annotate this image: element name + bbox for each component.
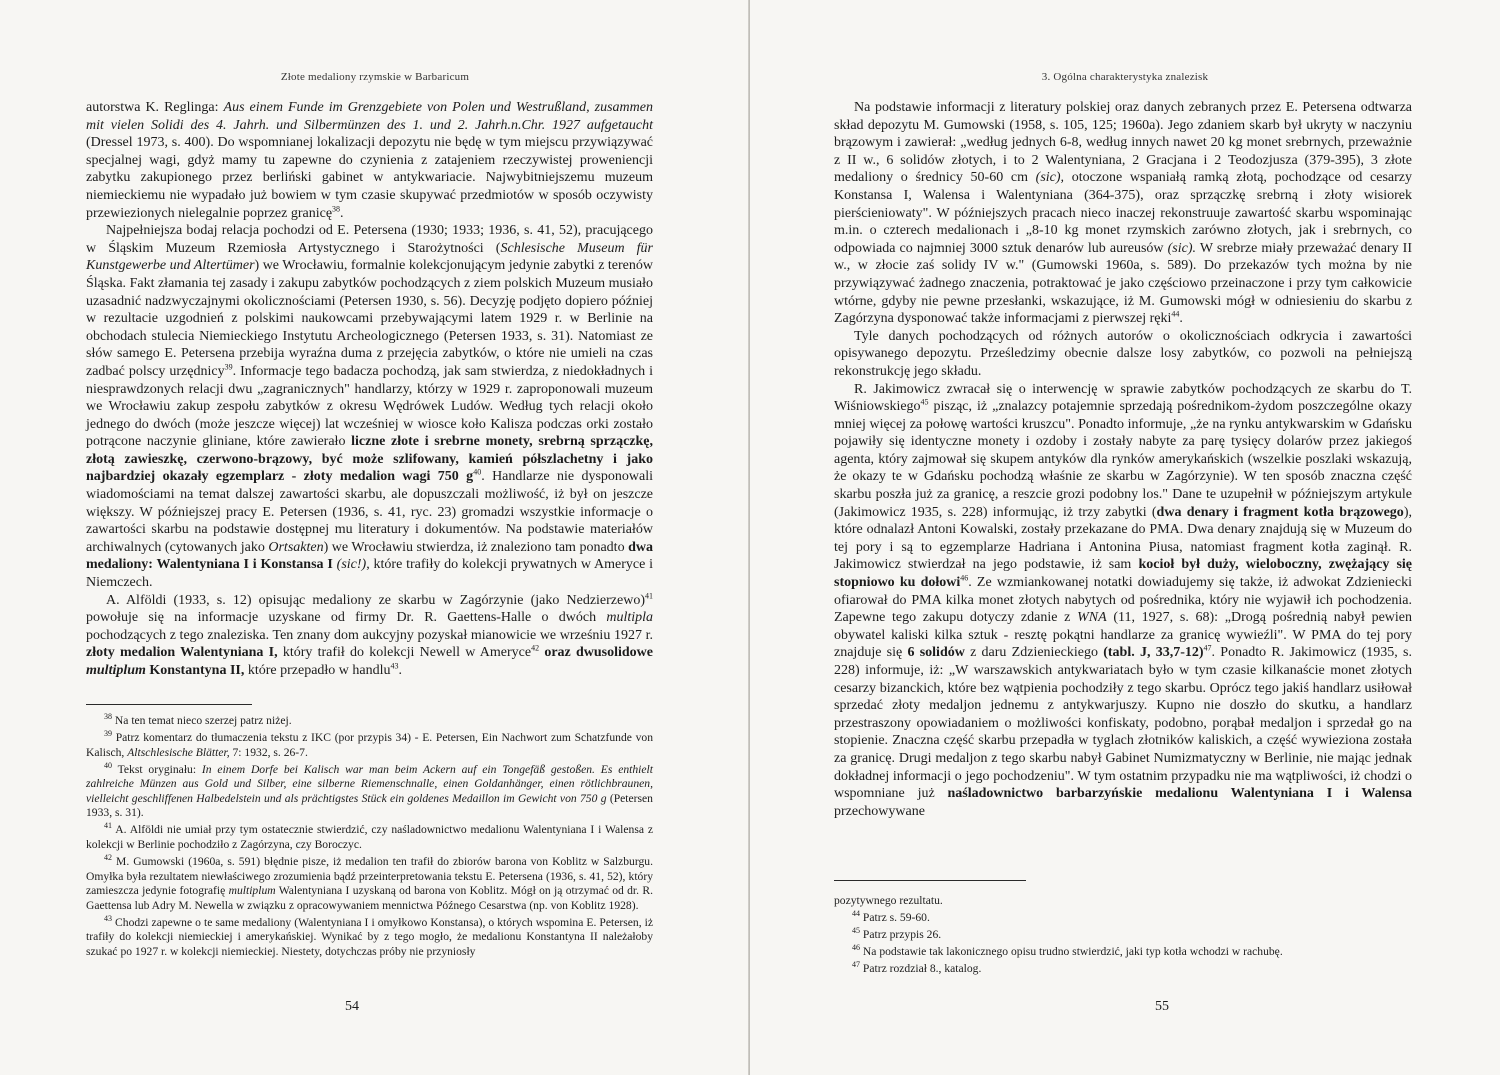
running-head-left: Złote medaliony rzymskie w Barbaricum xyxy=(280,71,470,83)
folio-left: 54 xyxy=(345,999,359,1014)
footnote-rule-right xyxy=(834,880,1026,881)
right-footnotes: pozytywnego rezultatu. $^{44}$ Patrz s. 59-60. $^{45}$ Patrz przypis 26. $^{46}$ Na podstawie tak lakonicznego opisu trudno stwierdzić, jaki typ kotła wchodzi w rachubę. $^{47}$ Patrz rozdział 8., katalog. xyxy=(834,894,1283,975)
running-head-right: 3. Ogólna charakterystyka znalezisk xyxy=(1041,71,1209,83)
right-body-text: Na podstawie informacji z literatury polskiej oraz danych zebranych przez E. Petersena odtwarza skład depozytu M. Gumowski (1958, s. 105, 125; 1960a). Jego zdaniem skarb był ukryty w naczyniu brązowym i zawierał: „według jednych 6-8, według innych nawet 20 kg monet srebrnych, przeważnie z II w., 6 solidów złotych, i to 2 Walentyniana, 2 Gracjana i 2 Teodozjusza (379-395), 3 złote medaliony o średnicy 50-60 cm (sic), otoczone wspaniałą ramką złotą, pochodzące od cesarzy Konstansa I, Walensa i Walentyniana (364-375), oraz sprzączkę srebrną i złoty wisiorek pierścieniowaty". W późniejszych pracach nieco inaczej rekonstruuje zawartość skarbu wspominając m.in. o czterech medalionach i „8-10 kg monet rzymskich zarówno złotych, jak i srebrnych, co odpowiada co najmniej 3000 sztuk denarów lub aureusów (sic). W srebrze miały przeważać denary II w., w złocie zaś solidy IV w." (Gumowski 1960a, s. 589). Do przekazów tych można by nie przywiązywać żadnego znaczenia, potraktować je jako częściowo przeinaczone i przy tym całkowicie wtórne, gdyby nie pewne przesłanki, wskazujące, iż M. Gumowski mógł w odniesieniu do skarbu z Zagórzyna dysponować także informacjami z pierwszej ręki$^{44}$. Tyle danych pochodzących od różnych autorów o okolicznościach odkrycia i zawartości opisywanego depozytu. Prześledzimy obecnie dalsze losy zabytków, co pozwoli na pełniejszą rekonstrukcję jego składu. R. Jakimowicz zwracał się o interwencję w sprawie zabytków pochodzących ze skarbu do T. Wiśniowskiego$^{45}$ pisząc, iż „znalazcy potajemnie sprzedają pośrednikom-żydom poszczególne okazy mniej więcej za połowę wartości kruszcu". Ponadto informuje, „że na rynku antykwarskim w Gdańsku pojawiły się identyczne monety i ozdoby i zostały nabyte za parę tysięcy dolarów przez jakiegoś agenta, który zajmował się skupem antyków dla rynków amerykańskich (wszelkie poszlaki wskazują, że okazy te w Gdańsku pochodzą właśnie ze skarbu w Zagórzynie). W ten sposób znaczna część skarbu poszła już za granicę, a reszcie grozi podobny los." Dane te uzupełnił w późniejszym artykule (Jakimowicz 1935, s. 228) informując, iż trzy zabytki (dwa denary i fragment kotła brązowego), które odnalazł Antoni Kowalski, zostały przekazane do PMA. Dwa denary znajdują się w Muzeum do tej pory i są to egzemplarze Hadriana i Antonina Piusa, natomiast fragment kotła zaginął. R. Jakimowicz stwierdzał na jego podstawie, iż sam kocioł był duży, wieloboczny, zwężający się stopniowo ku dołowi$^{46}$. Ze wzmiankowanej notatki dowiadujemy się także, iż adwokat Zdzieniecki ofiarował do PMA kilka monet złotych nabytych od pośrednika, który nie wyjawił ich pochodzenia. Zapewne tego zakupu dotyczy zdanie z WNA (11, 1927, s. 68): „Drogą pośrednią nabył pewien obywatel kaliski kilka sztuk - resztę pokątni handlarze za granicę wywieźli". W PMA do tej pory znajduje się 6 solidów z daru Zdzienieckiego (tabl. J, 33,7-12)$^{47}$. Ponadto R. Jakimowicz (1935, s. 228) informuje, iż: „W warszawskich antykwariatach było w tym czasie kilkanaście monet złotych cesarzy bizanckich, które bez wątpienia pochodziły z tego skarbu. Oprócz tego jakiś handlarz usiłował sprzedać złoty medaljon jednemu z antykwarjuszy. Kupno nie doszło do skutku, a handlarz przestraszony opowiadaniem o możliwości konfiskaty, podobno, porąbał medaljon i sprzedał go na stopienie. Znaczna część skarbu przepadła w tyglach złotników kaliskich, a część wywieziona została za granicę. Drugi medaljon z tego skarbu nabył Gabinet Numizmatyczny w Berlinie, nie mając jednak dokładnej informacji o jego pochodzeniu". W tym ostatnim przypadku nie ma wątpliwości, iż chodzi o wspomniane już naśladownictwo barbarzyńskie medalionu Walentyniana I i Walensa przechowywane xyxy=(834,100,1413,819)
left-footnotes: $^{38}$ Na ten temat nieco szerzej patrz niżej. $^{39}$ Patrz komentarz do tłumaczenia tekstu z IKC (por przypis 34) - E. Petersen, Ein Nachwort zum Schatzfunde von Kalisch, Altschlesische Blätter, 7: 1932, s. 26-7. $^{40}$ Tekst oryginału: In einem Dorfe bei Kalisch war man beim Ackern auf ein Tongefäß gestoßen. Es enthielt zahlreiche Münzen aus Gold und Silber, eine silberne Riemenschnalle, einen Goldanhänger, einen rötlichbraunen, vielleicht geschliffenen Halbedelstein und als prächtigstes Stück ein goldenes Medaillon im Gewicht von 750 g (Petersen 1933, s. 31). $^{41}$ A. Alföldi nie umiał przy tym ostatecznie stwierdzić, czy naśladownictwo medalionu Walentyniana I i Walensa z kolekcji w Berlinie pochodziło z Zagórzyna, czy Boroczyc. $^{42}$ M. Gumowski (1960a, s. 591) błędnie pisze, iż medalion ten trafił do zbiorów barona von Koblitz w Salzburgu. Omyłka była rezultatem niewłaściwego zrozumienia bądź przeinterpretowania tekstu E. Petersena (1936, s. 41, 52), który zamieszcza jedynie fotografię multiplum Walentyniana I uzyskaną od barona von Koblitz. Mógł on ją otrzymać od dr. R. Gaettensa lub Adry M. Newella w związku z opracowywaniem mennictwa Późnego Cesarstwa (np. von Koblitz 1928). $^{43}$ Chodzi zapewne o te same medaliony (Walentyniana I i omyłkowo Konstansa), o których wspomina E. Petersen, iż trafiły do kolekcji niemieckiej i amerykańskiej. Wynikać by z tego mogło, że medalionu Konstantyna II należałoby szukać po 1927 r. w kolekcji niemieckiej. Niestety, dotychczas próby nie przyniosły xyxy=(86,712,653,958)
folio-right: 55 xyxy=(1155,999,1169,1014)
footnote-rule-left xyxy=(86,704,252,705)
left-body-text: autorstwa K. Reglinga: Aus einem Funde im Grenzgebiete von Polen und Westrußland, zusammen mit vielen Solidi des 4. Jahrh. und Silbermünzen des 1. und 2. Jahrh.n.Chr. 1927 aufgetaucht (Dressel 1973, s. 400). Do wspomnianej lokalizacji depozytu nie będę w tym miejscu przywiązywać specjalnej wagi, gdyż mamy tu zapewne do czynienia z zatajeniem rzeczywistej proweniencji zabytku zakupionego przez berliński gabinet w antykwariacie. Najwybitniejszemu muzeum niemieckiemu nie wypadało już bowiem w tym czasie skupywać przedmiotów w sposób oczywisty przewiezionych nielegalnie poprzez granicę$^{38}$. Najpełniejsza bodaj relacja pochodzi od E. Petersena (1930; 1933; 1936, s. 41, 52), pracującego w Śląskim Muzeum Rzemiosła Artystycznego i Starożytności (Schlesische Museum für Kunstgewerbe und Altertümer) we Wrocławiu, formalnie kolekcjonującym jedynie zabytki z terenów Śląska. Fakt złamania tej zasady i zakupu zabytków pochodzących z ziem polskich Muzeum musiało uzasadnić nadzwyczajnymi okolicznościami (Petersen 1930, s. 56). Decyzję podjęto dopiero później w rezultacie uzgodnień z polskimi naukowcami przebywającymi latem 1929 r. w Berlinie na obchodach stulecia Niemieckiego Instytutu Archeologicznego (Petersen 1933, s. 31). Natomiast ze słów samego E. Petersena przebija wyraźna duma z przejęcia zabytków, o które nie umieli na czas zadbać polscy urzędnicy$^{39}$. Informacje tego badacza pochodzą, jak sam stwierdza, z niedokładnych i niesprawdzonych relacji dwu „zagranicznych" handlarzy, którzy w 1929 r. zaproponowali muzeum we Wrocławiu zakup zespołu zabytków z okresu Wędrówek Ludów. Według tych relacji około jednego do dwóch (może jeszcze więcej) lat wcześniej w wiosce koło Kalisza podczas orki zostało potrącone naczynie gliniane, które zawierało liczne złote i srebrne monety, srebrną sprzączkę, złotą zawieszkę, czerwono-brązowy, być może szlifowany, kamień półszlachetny i jako najbardziej okazały egzemplarz - złoty medalion wagi 750 $g^{40}$. Handlarze nie dysponowali wiadomościami na temat dalszej zawartości skarbu, ale dopuszczali możliwość, iż był on jeszcze większy. W późniejszej pracy E. Petersen (1936, s. 41, ryc. 23) gromadzi wszystkie informacje o zawartości skarbu na podstawie dostępnej mu literatury i dokumentów. Na podstawie materiałów archiwalnych (cytowanych jako Ortsakten) we Wrocławiu stwierdza, iż znaleziono tam ponadto dwa medaliony: Walentyniana I i Konstansa I (sic!), które trafiły do kolekcji prywatnych w Ameryce i Niemczech. A. Alföldi (1933, s. 12) opisując medaliony ze skarbu w Zagórzynie (jako Nedzierzewo)$^{41}$ powołuje się na informacje uzyskane od firmy Dr. R. Gaettens-Halle o dwóch multipla pochodzących z tego znaleziska. Ten znany dom aukcyjny pozyskał mianowicie we wrześniu 1927 r. złoty medalion Walentyniana I, który trafił do kolekcji Newell w Ameryce$^{42}$ oraz dwusolidowe multiplum Konstantyna II, które przepadło w handlu$^{43}$. xyxy=(86,100,654,678)
right-page xyxy=(750,0,1500,1075)
